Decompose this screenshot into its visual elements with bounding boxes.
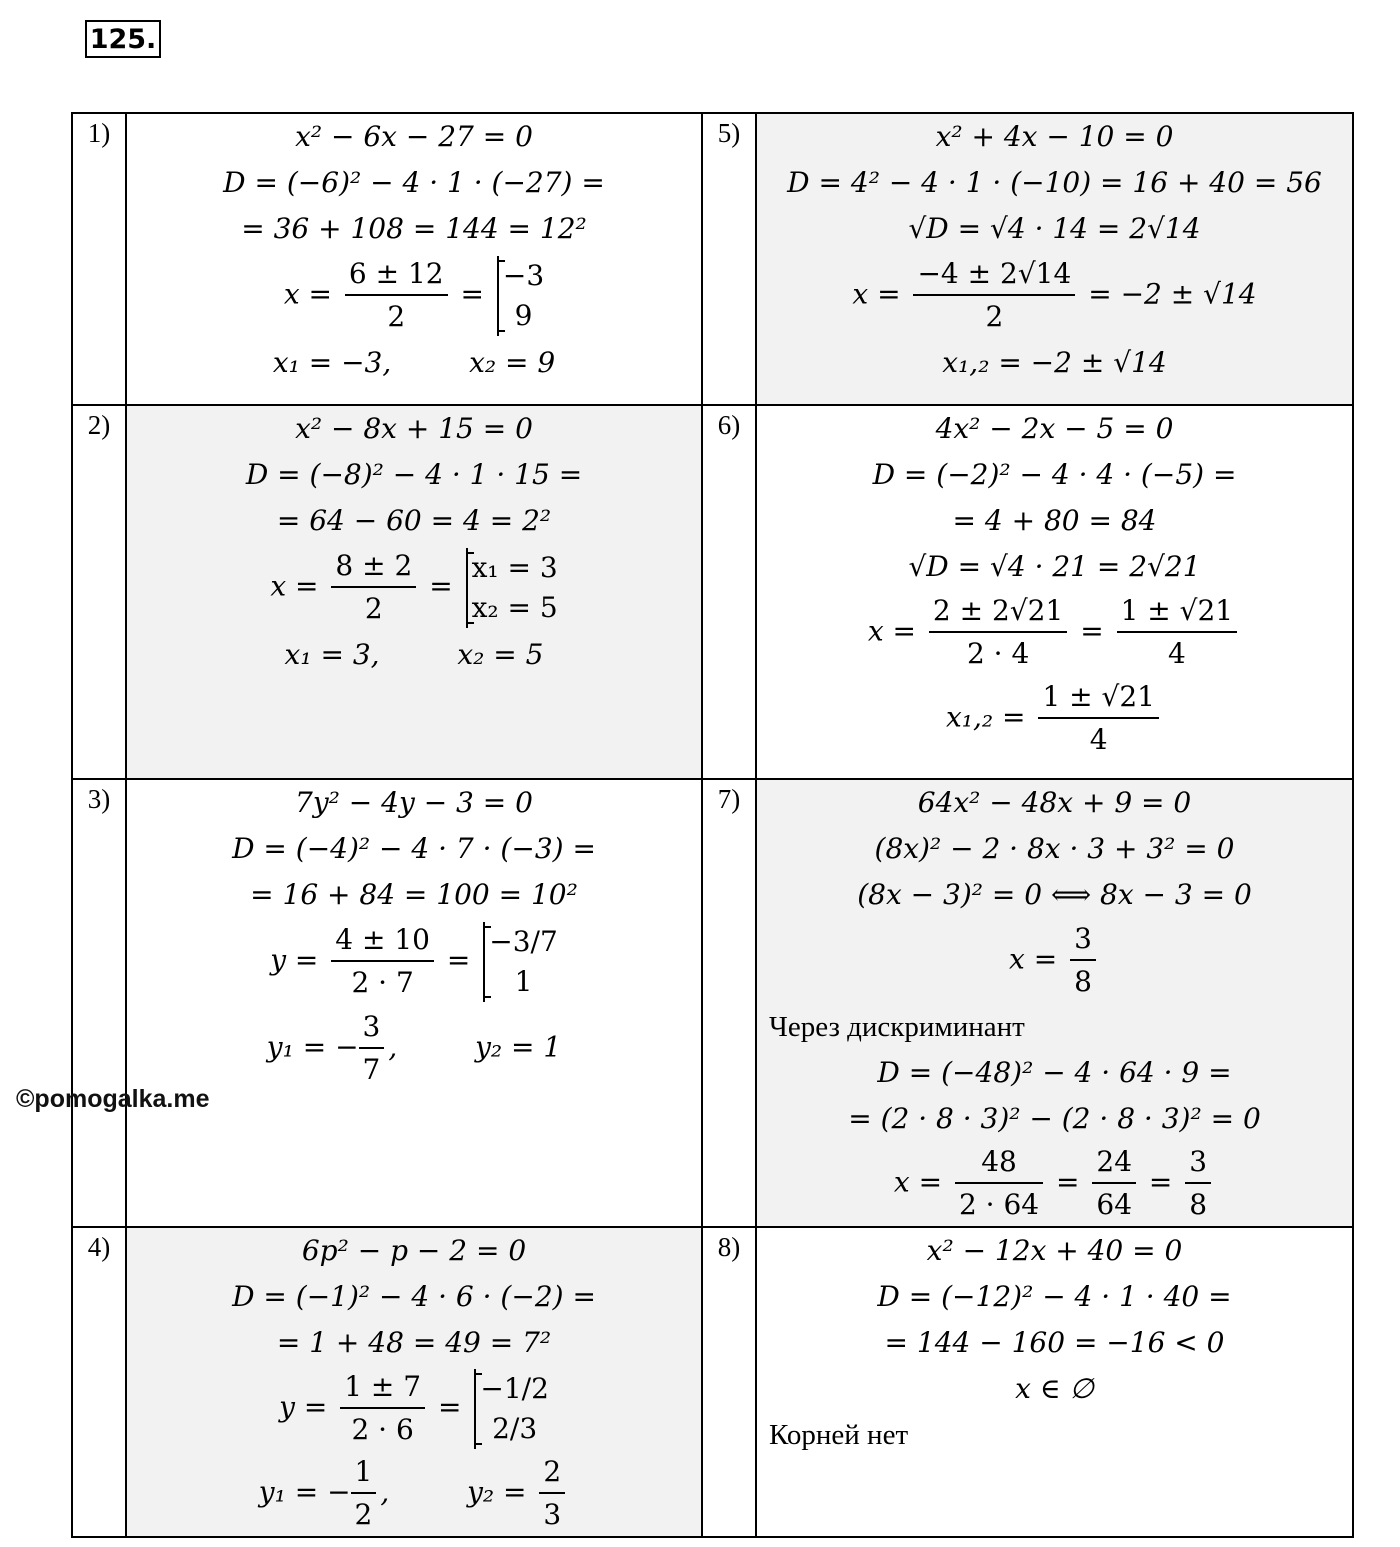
- fraction-denominator: 4: [1089, 723, 1108, 756]
- answer: x₁,₂ = −2 ± √14: [942, 346, 1167, 379]
- discriminant-line: D = (−8)² − 4 · 1 · 15 =: [245, 458, 583, 491]
- fraction-denominator: 8: [1074, 965, 1092, 998]
- problem-label: 3): [72, 779, 126, 1227]
- fraction-numerator: 1 ± 7: [340, 1367, 425, 1409]
- answer-x2: x₂ = 9: [469, 346, 556, 379]
- solution-8: [756, 1227, 1353, 1537]
- method-note: Через дискриминант: [769, 1011, 1025, 1043]
- formula-prefix: y =: [270, 943, 319, 977]
- solution-7: [756, 779, 1353, 1227]
- equals-sign: =: [429, 569, 453, 603]
- sqrt-discriminant: √D = √4 · 14 = 2√14: [908, 212, 1201, 245]
- roots-bracket: [474, 1369, 549, 1449]
- root: x₂ = 5: [471, 591, 558, 624]
- discriminant-result: = 16 + 84 = 100 = 10²: [250, 878, 578, 911]
- fraction-denominator: 64: [1096, 1188, 1133, 1221]
- fraction-denominator: 2 · 7: [351, 966, 414, 999]
- table-row: [72, 113, 1353, 405]
- fraction-denominator: 2: [985, 300, 1004, 333]
- equals-sign: =: [1148, 1165, 1173, 1199]
- fraction-numerator: 1 ± √21: [1038, 677, 1159, 719]
- fraction: [359, 1007, 385, 1091]
- fraction-denominator: 7: [362, 1053, 381, 1086]
- problem-label: 2): [72, 405, 126, 779]
- fraction-denominator: 2: [387, 300, 406, 333]
- separator: ,: [380, 1475, 390, 1509]
- root: −3: [502, 259, 545, 292]
- formula-result: = −2 ± √14: [1088, 277, 1257, 311]
- fraction-numerator: −4 ± 2√14: [913, 254, 1075, 296]
- equation: x² − 8x + 15 = 0: [295, 412, 533, 445]
- solution-3: [126, 779, 702, 1227]
- fraction-denominator: 2 · 64: [958, 1188, 1040, 1221]
- answer-prefix: x₁,₂ =: [946, 700, 1026, 734]
- solution-6: [756, 405, 1353, 779]
- fraction-numerator: 1 ± √21: [1117, 591, 1238, 633]
- fraction-denominator: 2 · 6: [351, 1413, 414, 1446]
- equals-sign: =: [1080, 614, 1104, 648]
- answer-x2: x₂ = 5: [457, 638, 544, 671]
- discriminant-line: D = (−48)² − 4 · 64 · 9 =: [877, 1056, 1232, 1089]
- empty-set-line: x ∈ ∅: [1015, 1372, 1094, 1405]
- root: 9: [514, 299, 533, 332]
- discriminant-result: = 144 − 160 = −16 < 0: [884, 1326, 1225, 1359]
- fraction-numerator: 8 ± 2: [331, 546, 416, 588]
- sqrt-discriminant: √D = √4 · 21 = 2√21: [908, 550, 1201, 583]
- watermark: ©pomogalka.me: [16, 1085, 210, 1113]
- table-row: [72, 779, 1353, 1227]
- formula-prefix: x =: [893, 1165, 943, 1199]
- equation: 7y² − 4y − 3 = 0: [295, 786, 533, 819]
- discriminant-line: D = (−4)² − 4 · 7 · (−3) =: [232, 832, 596, 865]
- roots-formula: [757, 252, 1352, 340]
- formula-prefix: x =: [867, 614, 917, 648]
- formula-prefix: x =: [270, 569, 319, 603]
- root: 1: [514, 965, 533, 998]
- solution-5: [756, 113, 1353, 405]
- roots-bracket: [497, 256, 544, 336]
- fraction: [351, 1452, 377, 1536]
- roots-formula: [127, 252, 701, 340]
- fraction-numerator: 3: [1070, 919, 1096, 961]
- problem-number: 125.: [85, 20, 161, 58]
- problem-label: 5): [702, 113, 756, 405]
- discriminant-line: D = (−1)² − 4 · 6 · (−2) =: [232, 1280, 596, 1313]
- table-row: [72, 405, 1353, 779]
- roots-bracket: [483, 922, 558, 1002]
- fraction-numerator: 2: [539, 1452, 565, 1494]
- problem-label: 4): [72, 1227, 126, 1537]
- fraction-numerator: 48: [955, 1142, 1043, 1184]
- fraction: [345, 254, 448, 338]
- fraction: [1038, 677, 1159, 761]
- fraction-denominator: 2: [364, 592, 383, 625]
- fraction: [1092, 1142, 1136, 1226]
- discriminant-line: D = 4² − 4 · 1 · (−10) = 16 + 40 = 56: [787, 166, 1322, 199]
- root: x₁ = 3: [471, 551, 558, 584]
- answer-prefix: y₁ = −: [258, 1475, 351, 1509]
- answer: [127, 1452, 701, 1536]
- equation: 4x² − 2x − 5 = 0: [935, 412, 1174, 445]
- discriminant-line: D = (−6)² − 4 · 1 · (−27) =: [223, 166, 605, 199]
- problem-label: 7): [702, 779, 756, 1227]
- separator: ,: [388, 1030, 398, 1064]
- answer: [127, 632, 701, 678]
- roots-bracket: [466, 548, 558, 628]
- answer: [757, 676, 1352, 762]
- root-line: [757, 918, 1352, 1004]
- answer: [127, 1006, 701, 1092]
- problem-label: 8): [702, 1227, 756, 1537]
- fraction: [331, 546, 416, 630]
- fraction-numerator: 4 ± 10: [331, 920, 434, 962]
- root: −1/2: [480, 1372, 549, 1405]
- root: 2/3: [492, 1412, 538, 1445]
- formula-prefix: x =: [1009, 942, 1058, 976]
- fraction-numerator: 3: [359, 1007, 385, 1049]
- solution-1: [126, 113, 702, 405]
- fraction: [955, 1142, 1043, 1226]
- table-row: [72, 1227, 1353, 1537]
- solution-2: [126, 405, 702, 779]
- equation: 6p² − p − 2 = 0: [301, 1234, 527, 1267]
- answer-x1: x₁ = −3,: [272, 346, 392, 379]
- fraction: [1117, 591, 1238, 675]
- equation: 64x² − 48x + 9 = 0: [917, 786, 1192, 819]
- discriminant-result: = 64 − 60 = 4 = 2²: [276, 504, 552, 537]
- answer-prefix: y₂ =: [467, 1475, 527, 1509]
- equals-sign: =: [460, 277, 484, 311]
- fraction-numerator: 2 ± 2√21: [929, 591, 1067, 633]
- discriminant-result: = 4 + 80 = 84: [952, 504, 1157, 537]
- formula-prefix: x =: [852, 277, 901, 311]
- square-line: (8x − 3)² = 0 ⟺ 8x − 3 = 0: [857, 878, 1252, 911]
- roots-formula: [757, 590, 1352, 676]
- discriminant-line: D = (−2)² − 4 · 4 · (−5) =: [872, 458, 1237, 491]
- equals-sign: =: [437, 1390, 462, 1424]
- roots-formula: [757, 1142, 1352, 1226]
- fraction-numerator: 3: [1185, 1142, 1211, 1184]
- fraction: [913, 254, 1075, 338]
- fraction: [929, 591, 1067, 675]
- fraction: [1185, 1142, 1211, 1226]
- fraction: [331, 920, 434, 1004]
- solutions-table: [71, 112, 1354, 1538]
- roots-formula: [127, 544, 701, 632]
- answer: [127, 340, 701, 386]
- discriminant-result: = 36 + 108 = 144 = 12²: [241, 212, 587, 245]
- problem-label: 1): [72, 113, 126, 405]
- no-roots-note: Корней нет: [769, 1419, 909, 1451]
- discriminant-result: = (2 · 8 · 3)² − (2 · 8 · 3)² = 0: [848, 1102, 1261, 1135]
- answer-y2: y₂ = 1: [475, 1030, 562, 1064]
- fraction-denominator: 3: [543, 1498, 562, 1531]
- fraction-denominator: 8: [1189, 1188, 1208, 1221]
- formula-prefix: x =: [283, 277, 332, 311]
- equals-sign: =: [1056, 1165, 1080, 1199]
- equals-sign: =: [446, 943, 471, 977]
- factored-line: (8x)² − 2 · 8x · 3 + 3² = 0: [874, 832, 1235, 865]
- fraction-numerator: 1: [351, 1452, 377, 1494]
- root: −3/7: [489, 925, 558, 958]
- problem-label: 6): [702, 405, 756, 779]
- fraction-denominator: 2 · 4: [966, 637, 1030, 670]
- roots-formula: [127, 1366, 701, 1452]
- fraction: [1070, 919, 1096, 1003]
- fraction-denominator: 4: [1167, 637, 1186, 670]
- discriminant-result: = 1 + 48 = 49 = 7²: [276, 1326, 552, 1359]
- discriminant-line: D = (−12)² − 4 · 1 · 40 =: [877, 1280, 1232, 1313]
- fraction-denominator: 2: [354, 1498, 373, 1531]
- fraction-numerator: 24: [1092, 1142, 1136, 1184]
- equation: x² − 12x + 40 = 0: [926, 1234, 1183, 1267]
- answer-prefix: y₁ = −: [266, 1030, 359, 1064]
- fraction: [340, 1367, 425, 1451]
- formula-prefix: y =: [279, 1390, 328, 1424]
- equation: x² − 6x − 27 = 0: [295, 120, 533, 153]
- fraction: [539, 1452, 565, 1536]
- equation: x² + 4x − 10 = 0: [935, 120, 1174, 153]
- answer-x1: x₁ = 3,: [284, 638, 380, 671]
- roots-formula: [127, 918, 701, 1006]
- fraction-numerator: 6 ± 12: [345, 254, 448, 296]
- solution-4: [126, 1227, 702, 1537]
